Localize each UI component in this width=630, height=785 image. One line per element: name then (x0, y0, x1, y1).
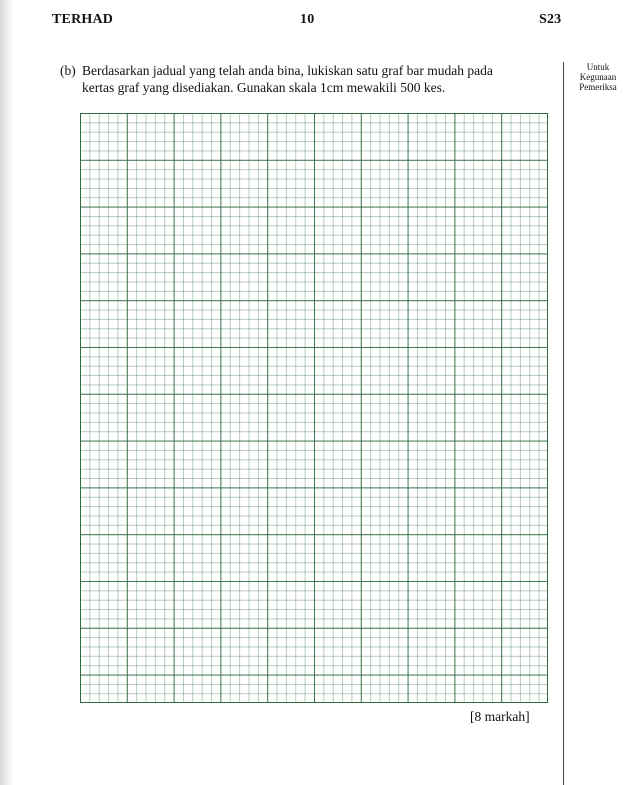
graph-paper[interactable] (80, 113, 548, 703)
page-number: 10 (300, 12, 315, 27)
question-text-1: Berdasarkan jadual yang telah anda bina, lukiskan satu graf bar mudah pada (82, 63, 493, 78)
question-label: (b) (60, 63, 76, 78)
examiner-margin-rule (563, 62, 564, 785)
paper-code: S23 (539, 12, 562, 27)
question-line-1 (60, 62, 550, 79)
header-classification: TERHAD (52, 12, 114, 27)
question-line-2: kertas graf yang disediakan. Gunakan skala 1cm mewakili 500 kes. (82, 80, 446, 95)
examiner-use-label (571, 62, 625, 92)
examiner-label-line-1: Untuk (586, 62, 610, 72)
page-edge-shadow (0, 0, 14, 785)
question-b (60, 62, 550, 96)
marks-allocation: [8 markah] (470, 709, 530, 724)
examiner-label-line-2: Kegunaan (579, 72, 617, 82)
examiner-label-line-3: Pemeriksa (579, 82, 617, 92)
